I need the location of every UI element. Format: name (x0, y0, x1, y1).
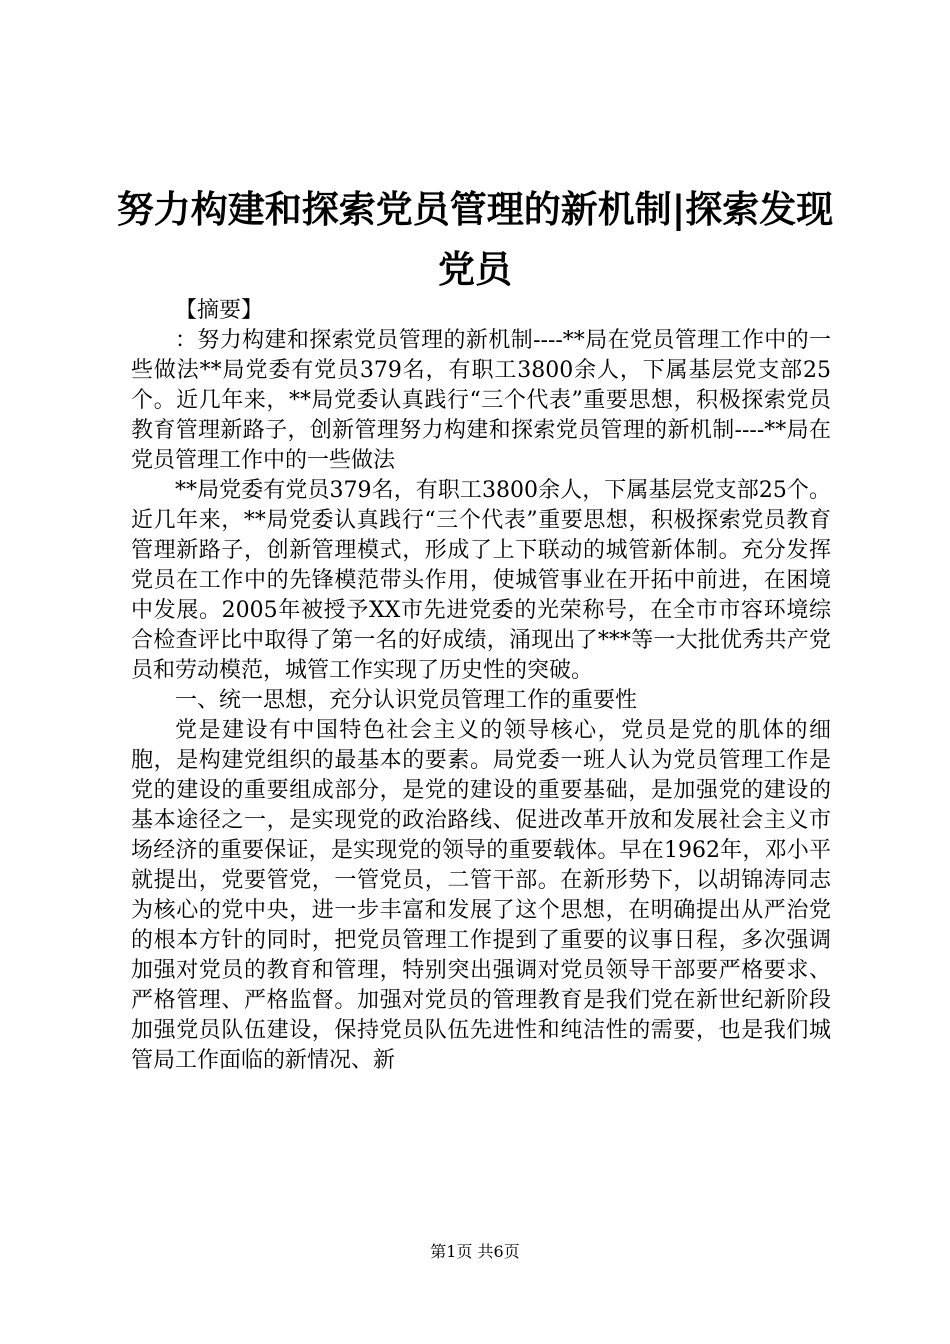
page-indicator: 第1页 共6页 (430, 1242, 520, 1261)
section-heading-1: 一、统一思想，充分认识党员管理工作的重要性 (175, 688, 638, 713)
document-body (131, 296, 831, 1076)
abstract-label: 【摘要】 (175, 298, 264, 323)
paragraph-1: **局党委有党员379名，有职工3800余人，下属基层党支部25个。近几年来，**局党委认真践行“三个代表”重要思想，积极探索党员教育管理新路子，创新管理模式，形成了上下联动的城管新体制。充分发挥党员在工作中的先锋模范带头作用，使城管事业在开拓中前进，在困境中发展。2005年被授予XX市先进党委的光荣称号，在全市市容环境综合检查评比中取得了第一名的好成绩，涌现出了***等一大批优秀共产党员和劳动模范，城管工作实现了历史性的突破。 (131, 478, 831, 683)
abstract-text: ：努力构建和探索党员管理的新机制----**局在党员管理工作中的一些做法**局党委有党员379名，有职工3800余人，下属基层党支部25个。近几年来，**局党委认真践行“三个代表”重要思想，积极探索党员教育管理新路子，创新管理努力构建和探索党员管理的新机制----**局在党员管理工作中的一些做法 (131, 328, 831, 473)
document-title: 努力构建和探索党员管理的新机制|探索发现党员 (116, 188, 834, 291)
paragraph-2: 党是建设有中国特色社会主义的领导核心，党员是党的肌体的细胞，是构建党组织的最基本的要素。局党委一班人认为党员管理工作是党的建设的重要组成部分，是党的建设的重要基础，是加强党的建设的基本途径之一，是实现党的政治路线、促进改革开放和发展社会主义市场经济的重要保证，是实现党的领导的重要载体。早在1962年，邓小平就提出，党要管党，一管党员，二管干部。在新形势下，以胡锦涛同志为核心的党中央，进一步丰富和发展了这个思想，在明确提出从严治党的根本方针的同时，把党员管理工作提到了重要的议事日程，多次强调加强对党员的教育和管理，特别突出强调对党员领导干部要严格要求、严格管理、严格监督。加强对党员的管理教育是我们党在新世纪新阶段加强党员队伍建设，保持党员队伍先进性和纯洁性的需要，也是我们城管局工作面临的新情况、新 (131, 718, 831, 1073)
